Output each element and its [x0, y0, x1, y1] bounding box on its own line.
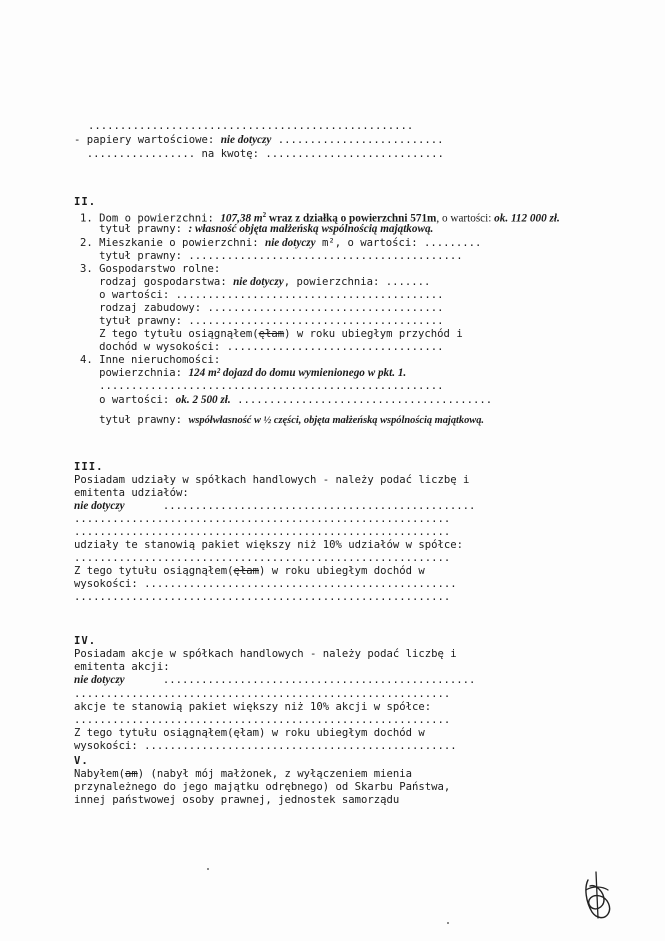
inne-dots-line: ...................................................... — [80, 380, 444, 392]
scan-speck — [207, 868, 209, 870]
dom-label: 1. Dom o powierzchni: — [80, 212, 221, 225]
handwritten-initials-signature — [578, 868, 614, 924]
s3-dots1: ........................................................... — [74, 513, 451, 525]
papiery-value: nie dotyczy — [220, 134, 272, 146]
dom-tytul-value: : własność objęta małżeńską wspólnością majątkową. — [188, 223, 434, 235]
s4-nd-line — [74, 674, 475, 686]
section-v-heading: V. — [74, 755, 89, 767]
s4-wysokosci: wysokości: ................................................. — [74, 740, 457, 752]
section-iii-heading: III. — [74, 461, 104, 473]
inne-pow-label: powierzchnia: — [80, 367, 189, 379]
s3-dochod-a: Z tego tytułu osiągnąłem( — [74, 565, 234, 577]
s3-dots2: ........................................................... — [74, 526, 451, 538]
s4-line1: Posiadam akcje w spółkach handlowych - należy podać liczbę i — [74, 648, 457, 660]
gosp-wartosci-line: o wartości: .......................................... — [80, 289, 444, 301]
inne-wart-value: ok. 2 500 zł. — [175, 394, 231, 406]
dom-area: 107,38 m — [220, 212, 263, 225]
s4-nd-value: nie dotyczy — [74, 674, 125, 686]
mieszkanie-line — [80, 237, 481, 249]
dom-area-sup: 2 — [262, 211, 267, 219]
dom-tytul-line — [80, 223, 433, 235]
gosp-rodzaj-value: nie dotyczy — [233, 276, 284, 288]
scan-speck — [447, 922, 449, 924]
inne-pow-line — [80, 367, 406, 379]
gosp-rodzaj-rest: , powierzchnia: ....... — [283, 276, 431, 288]
kwote-line — [74, 148, 444, 160]
s4-dots2: ........................................................... — [74, 714, 451, 726]
dom-rest: wraz z działką o powierzchni 571m — [266, 212, 437, 225]
section-iv-heading: IV. — [74, 635, 97, 647]
gosp-dochod-strike: ęłam — [258, 328, 285, 340]
gosp-dochod-wys-line: dochód w wysokości: .................................. — [80, 341, 444, 353]
s4-dochod: Z tego tytułu osiągnąłem(ęłam) w roku ubiegłym dochód w — [74, 727, 425, 739]
section-ii-heading: II. — [74, 196, 97, 208]
gosp-dochod-line — [80, 328, 463, 340]
gosp-rodzaj-line — [80, 276, 430, 288]
dom-wartosci: , o wartości: — [436, 212, 495, 225]
s3-wysokosci: wysokości: ................................................. — [74, 578, 457, 590]
s4-nd-dots: ................................................. — [124, 674, 476, 686]
s3-dots4: ........................................................... — [74, 591, 451, 603]
mieszkanie-rest: m², o wartości: ......... — [315, 237, 482, 249]
mieszkanie-label: 2. Mieszkanie o powierzchni: — [80, 237, 265, 249]
mieszkanie-tytul-line: tytuł prawny: ........................................... — [80, 250, 463, 262]
s3-line2: emitenta udziałów: — [74, 487, 189, 499]
kwote-dots: ............................ — [265, 148, 444, 160]
s3-nd-line — [74, 500, 475, 512]
inne-tytul-label: tytuł prawny: — [80, 414, 189, 426]
top-dots-line: ................................................... — [88, 120, 414, 132]
s3-nd-dots: ................................................. — [124, 500, 476, 512]
s5-line1-a: Nabyłem( — [74, 768, 126, 780]
papiery-dots: .......................... — [271, 134, 444, 146]
s3-dochod-b: ) w roku ubiegłym dochód w — [258, 565, 425, 577]
gosp-dochod-b: ) w roku ubiegłym przychód i — [284, 328, 463, 340]
s3-nd-value: nie dotyczy — [74, 500, 125, 512]
s3-dochod-line — [74, 565, 425, 577]
papiery-label: - papiery wartościowe: — [74, 134, 221, 146]
inne-wartosci-line — [80, 394, 492, 406]
s4-pakiet: akcje te stanowią pakiet większy niż 10% akcji w spółce: — [74, 701, 432, 713]
gosp-tytul-line: tytuł prawny: ........................................ — [80, 315, 444, 327]
s3-pakiet: udziały te stanowią pakiet większy niż 10% udziałów w spółce: — [74, 539, 464, 551]
mieszkanie-value: nie dotyczy — [264, 237, 316, 249]
s5-line2: przynależnego do jego majątku odrębnego) od Skarbu Państwa, — [74, 781, 451, 793]
s5-line1-b: ) (nabył mój małżonek, z wyłączeniem mienia — [137, 768, 413, 780]
kwote-label: ................. na kwotę: — [74, 148, 266, 160]
inne-tytul-value: współwłasność w ½ części, objęta małżeńską wspólnością majątkową. — [188, 415, 485, 426]
gospodarstwo-label: 3. Gospodarstwo rolne: — [80, 263, 221, 275]
inne-label: 4. Inne nieruchomości: — [80, 354, 221, 366]
s3-dochod-strike: ęłam — [233, 565, 259, 577]
inne-wart-dots: ........................................ — [230, 394, 493, 406]
inne-tytul-line — [80, 414, 484, 427]
s4-line2: emitenta akcji: — [74, 661, 170, 673]
s5-line1-strike: am — [125, 768, 138, 780]
s3-dots3: ........................................................... — [74, 552, 451, 564]
inne-wart-label: o wartości: — [80, 394, 176, 406]
gosp-zabudowy-line: rodzaj zabudowy: ..................................... — [80, 302, 444, 314]
s3-line1: Posiadam udziały w spółkach handlowych - należy podać liczbę i — [74, 474, 470, 486]
inne-pow-value: 124 m² dojazd do domu wymienionego w pkt. 1. — [188, 367, 407, 379]
dom-value: ok. 112 000 zł. — [494, 212, 560, 225]
papiery-wartosciowe-line — [74, 134, 444, 146]
s4-dots1: ........................................................... — [74, 688, 451, 700]
s5-line1 — [74, 768, 412, 780]
gosp-dochod-a: Z tego tytułu osiągnąłem( — [80, 328, 259, 340]
dom-tytul-label: tytuł prawny: — [80, 223, 189, 235]
s5-line3: innej państwowej osoby prawnej, jednostek samorządu — [74, 794, 400, 806]
gosp-rodzaj-label: rodzaj gospodarstwa: — [80, 276, 234, 288]
